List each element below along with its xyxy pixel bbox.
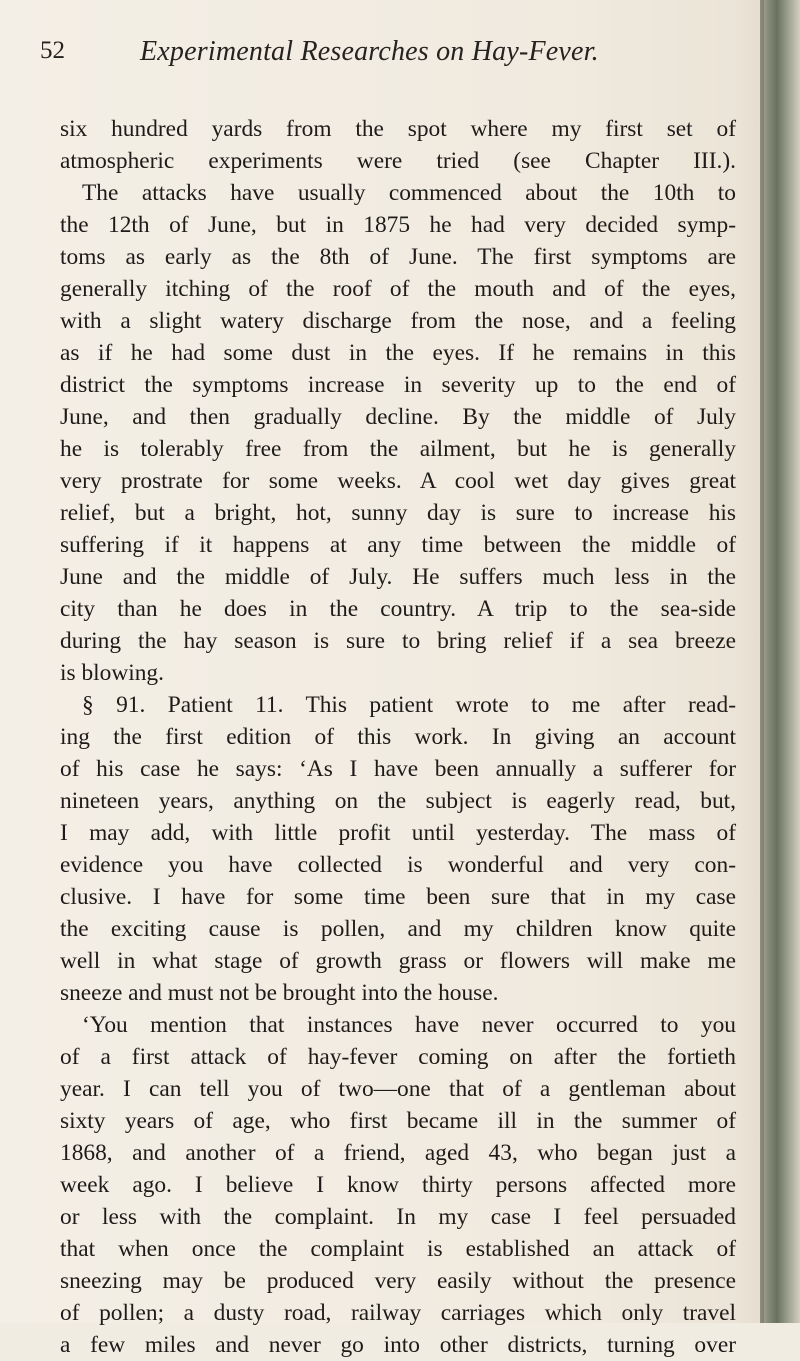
text-line: of a first attack of hay-fever coming on after the fortieth (60, 1044, 736, 1070)
page-number: 52 (40, 37, 65, 64)
text-line: city than he does in the country. A trip to the sea-side (60, 596, 736, 622)
text-line: district the symptoms increase in severity up to the end of (60, 372, 736, 398)
text-line: that when once the complaint is established an attack of (60, 1236, 736, 1262)
text-line: sneeze and must not be brought into the house. (60, 980, 499, 1006)
text-line: a few miles and never go into other districts, turning over (60, 1332, 736, 1358)
text-line: he is tolerably free from the ailment, but he is generally (60, 436, 736, 462)
running-title: Experimental Researches on Hay-Fever. (140, 36, 599, 67)
text-line: well in what stage of growth grass or flowers will make me (60, 948, 736, 974)
text-line: as if he had some dust in the eyes. If he remains in this (60, 340, 736, 366)
text-line: ‘You mention that instances have never occurred to you (82, 1012, 736, 1038)
running-head (40, 38, 740, 88)
text-line: nineteen years, anything on the subject is eagerly read, but, (60, 788, 736, 814)
text-line: suffering if it happens at any time between the middle of (60, 532, 736, 558)
text-line: the exciting cause is pollen, and my children know quite (60, 916, 736, 942)
text-line: generally itching of the roof of the mouth and of the eyes, (60, 276, 736, 302)
text-line: ing the first edition of this work. In giving an account (60, 724, 736, 750)
text-line: very prostrate for some weeks. A cool wet day gives great (60, 468, 736, 494)
text-line: § 91. Patient 11. This patient wrote to me after read- (82, 692, 736, 718)
text-line: sixty years of age, who first became ill in the summer of (60, 1108, 736, 1134)
text-line: is blowing. (60, 660, 164, 686)
text-line: of his case he says: ‘As I have been annually a sufferer for (60, 756, 736, 782)
text-line: atmospheric experiments were tried (see Chapter III.). (60, 148, 736, 174)
text-line: six hundred yards from the spot where my first set of (60, 116, 736, 142)
text-line: or less with the complaint. In my case I feel persuaded (60, 1204, 736, 1230)
text-line: toms as early as the 8th of June. The first symptoms are (60, 244, 736, 270)
text-line: I may add, with little profit until yesterday. The mass of (60, 820, 736, 846)
text-line: the 12th of June, but in 1875 he had very decided symp- (60, 212, 736, 238)
text-line: The attacks have usually commenced about the 10th to (82, 180, 736, 206)
text-line: clusive. I have for some time been sure that in my case (60, 884, 736, 910)
text-line: relief, but a bright, hot, sunny day is sure to increase his (60, 500, 736, 526)
text-line: June and the middle of July. He suffers much less in the (60, 564, 736, 590)
text-line: evidence you have collected is wonderful and very con- (60, 852, 736, 878)
text-line: during the hay season is sure to bring relief if a sea breeze (60, 628, 736, 654)
text-line: of pollen; a dusty road, railway carriages which only travel (60, 1300, 736, 1326)
text-line: year. I can tell you of two—one that of a gentleman about (60, 1076, 736, 1102)
text-line: June, and then gradually decline. By the middle of July (60, 404, 736, 430)
body-text (60, 113, 736, 1361)
text-line: with a slight watery discharge from the nose, and a feeling (60, 308, 736, 334)
text-line: 1868, and another of a friend, aged 43, who began just a (60, 1140, 736, 1166)
text-line: week ago. I believe I know thirty persons affected more (60, 1172, 736, 1198)
text-line: sneezing may be produced very easily without the presence (60, 1268, 736, 1294)
page-edge-shadow (760, 0, 800, 1323)
